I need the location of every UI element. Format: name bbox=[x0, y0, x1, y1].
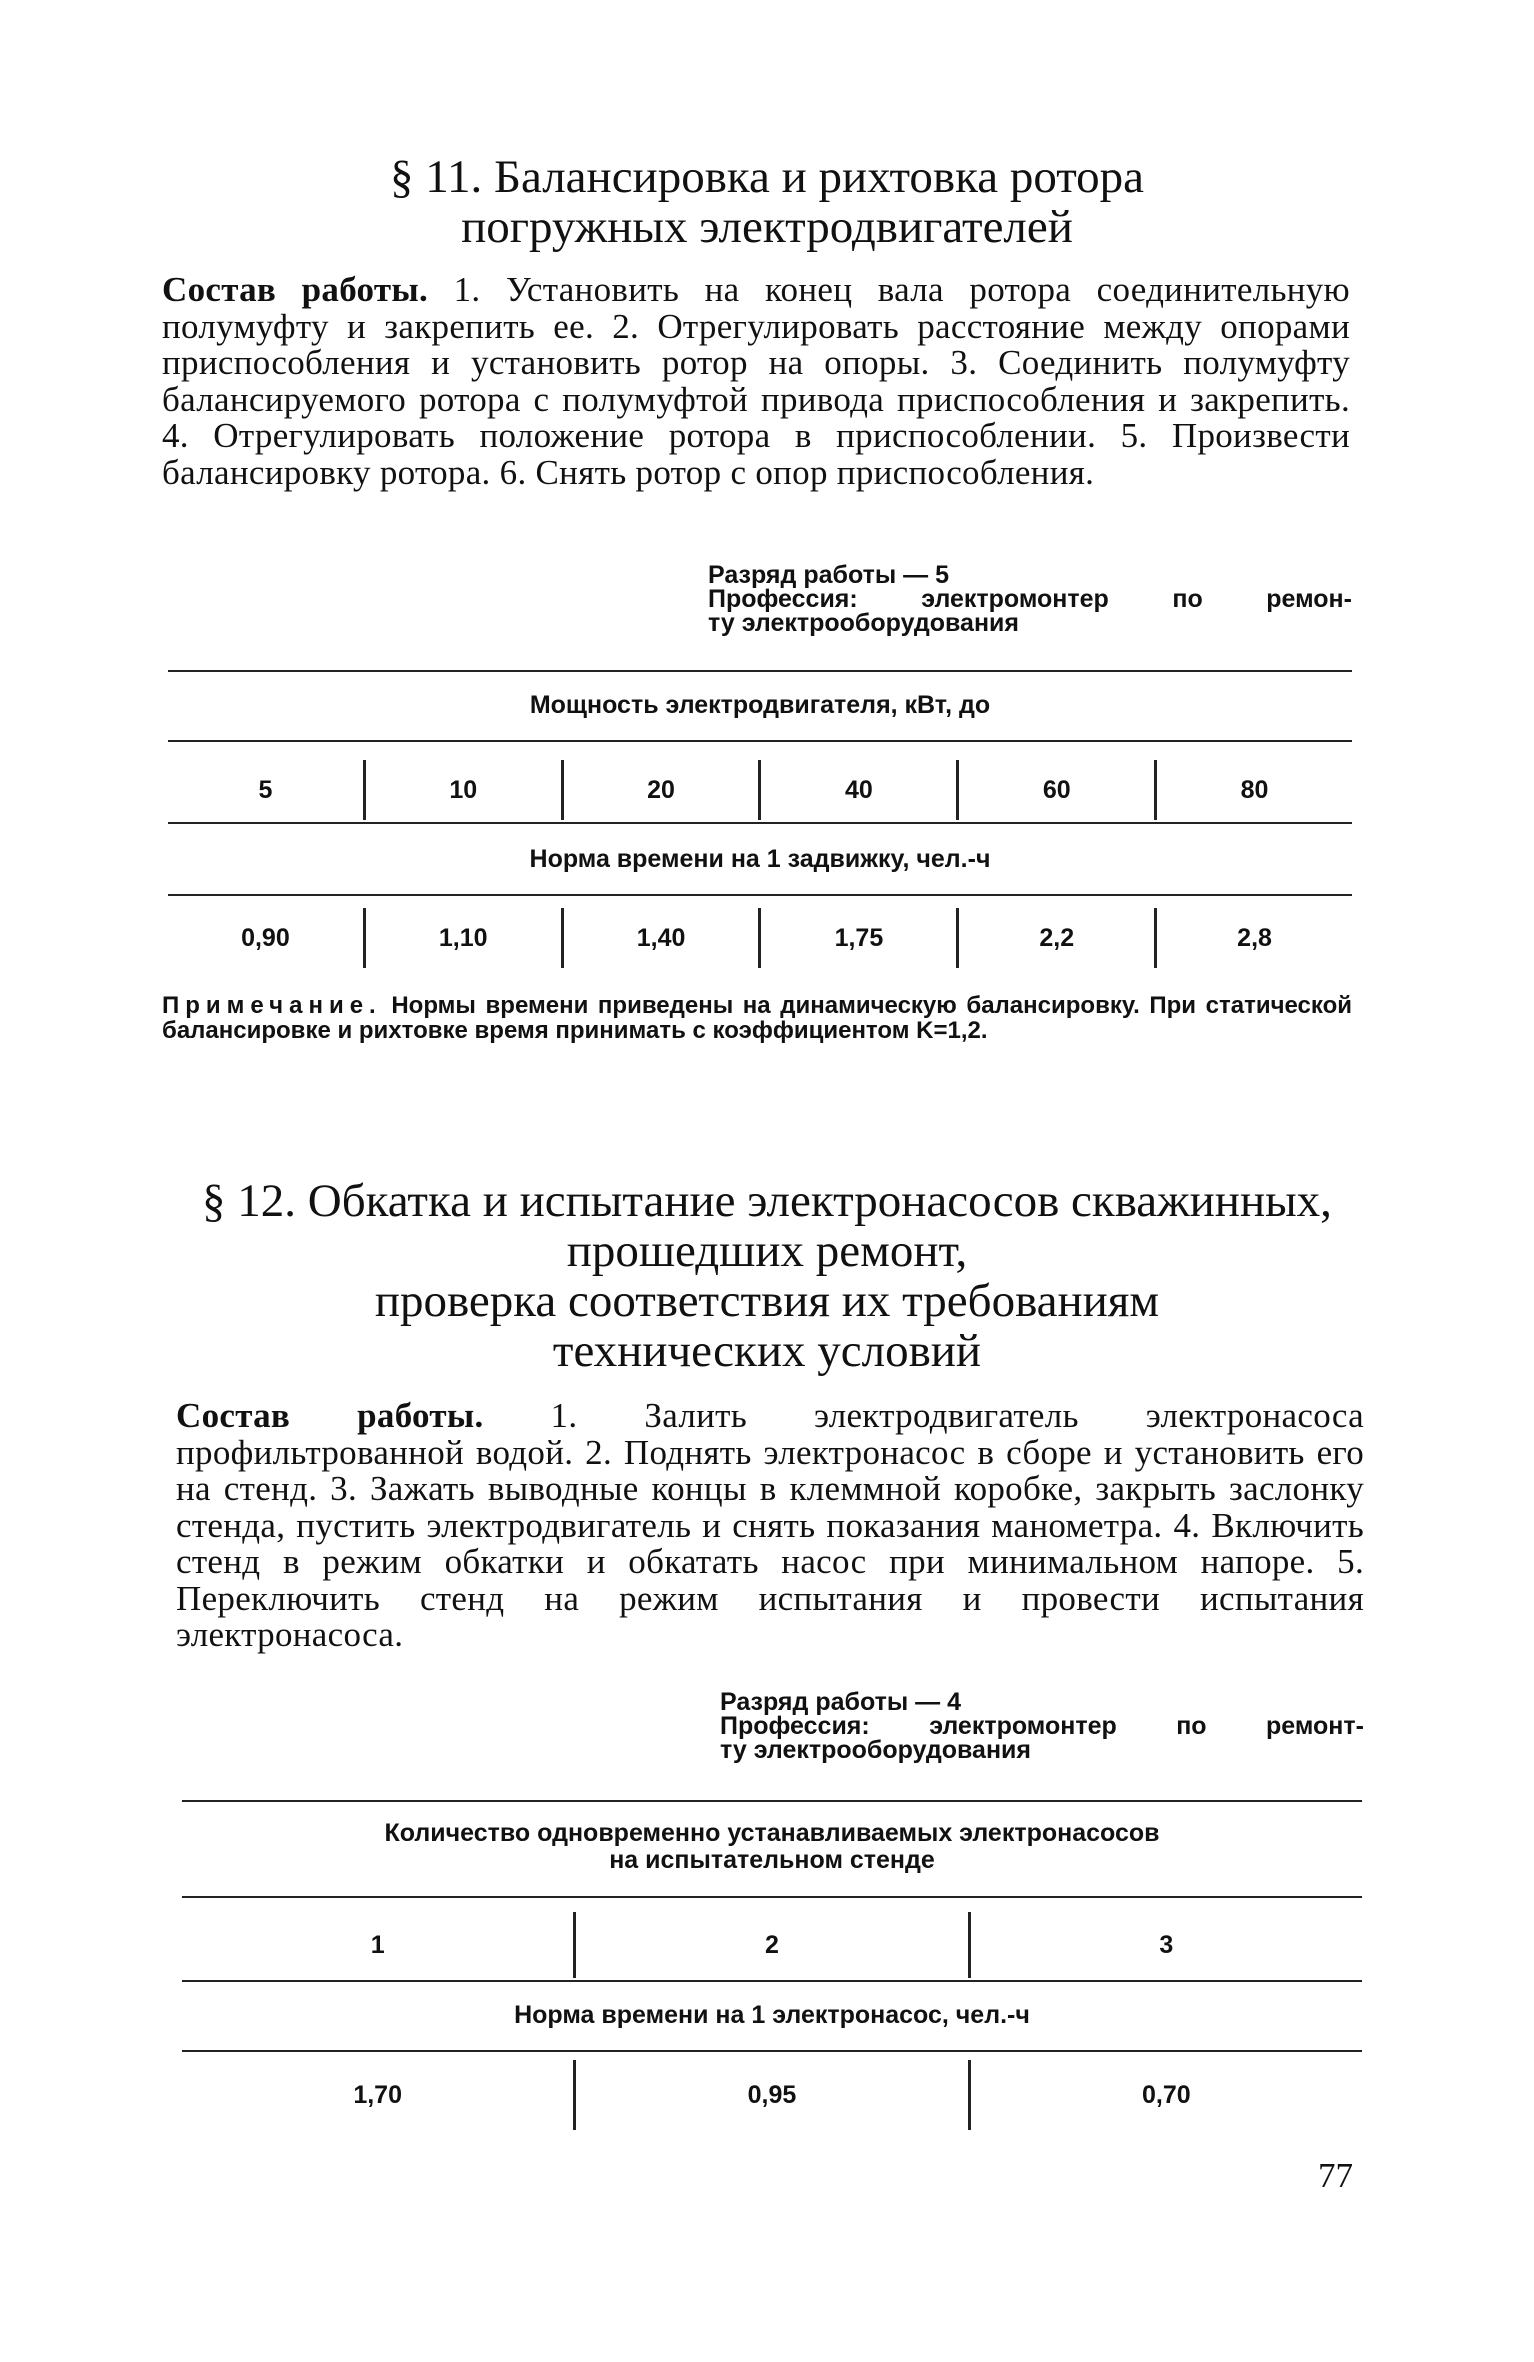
table-2-rule-3 bbox=[182, 1980, 1362, 1982]
power-cell: 10 bbox=[366, 760, 564, 820]
work-composition-text: 1. Установить на конец вала ротора соединительную полумуфту и закрепить ее. 2. Отрегулировать расстояние между опорами приспособления и установить ротор на опоры. 3. Соединить полумуфту балансируемого ротора с полумуфтой привода приспособления и закрепить. 4. Отрегулировать положение ротора в приспособлении. 5. Произвести балансировку ротора. 6. Снять ротор с опор приспособления. bbox=[162, 270, 1350, 492]
norm-cell: 0,90 bbox=[168, 908, 366, 968]
power-cell: 20 bbox=[564, 760, 762, 820]
section-12-grade-block bbox=[720, 1690, 1364, 1762]
profession-label: Профессия: bbox=[708, 585, 858, 613]
section-11-title bbox=[0, 152, 1534, 252]
section-12-title-line1: § 12. Обкатка и испытание электронасосов скважинных, bbox=[202, 1175, 1332, 1227]
table-2-header-line1: Количество одновременно устанавливаемых электронасосов bbox=[384, 1819, 1160, 1847]
section-11-title-line2: погружных электродвигателей bbox=[461, 201, 1073, 253]
table-2-top-rule bbox=[182, 1800, 1362, 1802]
count-cell: 1 bbox=[182, 1912, 576, 1978]
table-2-rule-4 bbox=[182, 2050, 1362, 2052]
profession-word-3: ремонт- bbox=[1266, 1712, 1364, 1740]
norm-cell: 1,10 bbox=[366, 908, 564, 968]
section-11-grade-block bbox=[708, 563, 1352, 635]
table-1-norm-row bbox=[168, 908, 1352, 968]
profession-line-2: ту электрооборудования bbox=[708, 609, 1019, 637]
table-2-rule-2 bbox=[182, 1896, 1362, 1898]
profession-line bbox=[708, 587, 1352, 611]
profession-word-2: по bbox=[1172, 585, 1203, 613]
profession-word-1: электромонтер bbox=[929, 1712, 1117, 1740]
count-cell: 3 bbox=[1159, 1930, 1174, 1959]
norm-cell: 2,8 bbox=[1237, 923, 1272, 952]
work-composition-label: Состав работы. bbox=[176, 1396, 484, 1435]
grade-label: Разряд работы — 4 bbox=[720, 1688, 961, 1716]
section-11-title-line1: § 11. Балансировка и рихтовка ротора bbox=[389, 151, 1145, 203]
page-number: 77 bbox=[1318, 2156, 1353, 2195]
note-text: Нормы времени приведены на динамическую балансировку. При статической балансировке и рихтовке время принимать с коэффициентом K=1,2. bbox=[162, 992, 1352, 1044]
profession-line bbox=[720, 1714, 1364, 1738]
grade-label: Разряд работы — 5 bbox=[708, 561, 949, 589]
table-1-header: Мощность электродвигателя, кВт, до bbox=[529, 691, 991, 719]
work-composition-text: 1. Залить электродвигатель электронасоса профильтрованной водой. 2. Поднять электронасос в сборе и установить его на стенд. 3. Зажать выводные концы в клеммной коробке, закрыть заслонку стенда, пустить электродвигатель и снять показания манометра. 4. Включить стенд в режим обкатки и обкатать насос при минимальном напоре. 5. Переключить стенд на режим испытания и провести испытания электронасоса. bbox=[176, 1396, 1364, 1654]
table-2-count-row bbox=[182, 1912, 1362, 1978]
count-cell: 2 bbox=[576, 1912, 970, 1978]
profession-line-2: ту электрооборудования bbox=[720, 1736, 1031, 1764]
norm-cell: 1,40 bbox=[564, 908, 762, 968]
profession-label: Профессия: bbox=[720, 1712, 870, 1740]
section-11-work-composition bbox=[162, 272, 1350, 491]
power-cell: 40 bbox=[761, 760, 959, 820]
table-2-norm-row bbox=[182, 2060, 1362, 2130]
section-12-title bbox=[0, 1176, 1534, 1376]
norm-cell: 1,75 bbox=[761, 908, 959, 968]
section-12-work-composition bbox=[176, 1398, 1364, 1654]
norm-cell: 0,95 bbox=[576, 2060, 970, 2130]
table-1-top-rule bbox=[168, 670, 1352, 672]
norm-cell: 1,70 bbox=[182, 2060, 576, 2130]
power-cell: 80 bbox=[1240, 775, 1269, 804]
power-cell: 5 bbox=[168, 760, 366, 820]
section-11-note bbox=[162, 993, 1352, 1043]
table-2-header bbox=[182, 1820, 1362, 1874]
section-12-title-line4: технических условий bbox=[552, 1325, 982, 1377]
table-1-rule-4 bbox=[168, 894, 1352, 896]
table-1-subheader: Норма времени на 1 задвижку, чел.-ч bbox=[529, 845, 991, 873]
profession-word-3: ремон- bbox=[1266, 585, 1352, 613]
note-label: Примечание. bbox=[162, 992, 382, 1019]
work-composition-label: Состав работы. bbox=[162, 270, 429, 309]
norm-cell: 2,2 bbox=[959, 908, 1157, 968]
section-12-title-line3: проверка соответствия их требованиям bbox=[374, 1275, 1160, 1327]
section-12-title-line2: прошедших ремонт, bbox=[566, 1225, 968, 1277]
table-1-rule-2 bbox=[168, 740, 1352, 742]
table-2-subheader: Норма времени на 1 электронасос, чел.-ч bbox=[514, 2001, 1030, 2029]
power-cell: 60 bbox=[959, 760, 1157, 820]
profession-word-1: электромонтер bbox=[921, 585, 1109, 613]
table-2-header-line2: на испытательном стенде bbox=[609, 1846, 935, 1874]
table-1-rule-3 bbox=[168, 822, 1352, 824]
norm-cell: 0,70 bbox=[1141, 2080, 1191, 2109]
table-1-power-row bbox=[168, 760, 1352, 820]
profession-word-2: по bbox=[1176, 1712, 1207, 1740]
